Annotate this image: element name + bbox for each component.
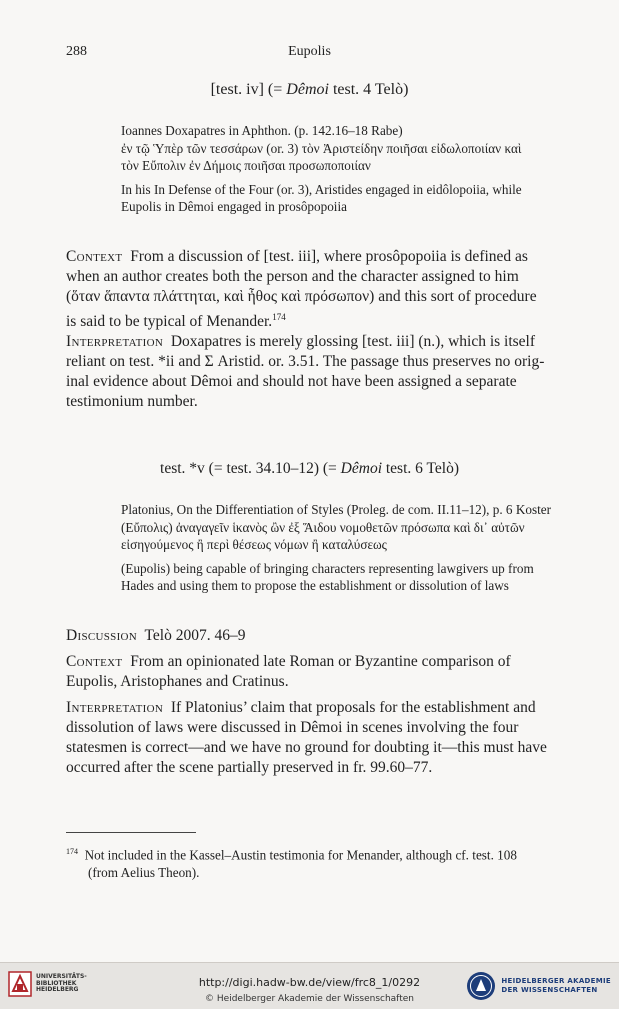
test-v-heading: test. *v (= test. 34.10–12) (= Dêmoi test. 6 Telò) [160, 460, 459, 477]
discussion-label: Discussion [66, 627, 138, 644]
greek-line: τὸν Εὔπολιν ἐν Δήμοις ποιῆσαι προσωποποιίαν [121, 158, 371, 173]
test-iv-quote [121, 122, 577, 216]
footnote-divider [66, 832, 196, 833]
page-number: 288 [66, 44, 87, 59]
footnote: $^{174}$ Not included in the Kassel–Austin testimonia for Menander, although cf. test. 108 (from Aelius Theon). [66, 847, 517, 880]
context-label: Context [66, 653, 123, 670]
greek-line: εἰσηγούμενος ἢ περὶ θέσεως νόμων ἢ καταλύσεως [121, 537, 387, 552]
footnote-ref[interactable]: 174 [272, 312, 286, 322]
source-line: Ioannes Doxapatres in Aphthon. (p. 142.16–18 Rabe) [121, 123, 403, 138]
translation-line: In his In Defense of the Four (or. 3), Aristides engaged in eidôlopoiia, while [121, 181, 522, 197]
discussion-paragraph: Discussion Telò 2007. 46–9 [66, 627, 246, 644]
permalink[interactable]: http://digi.hadw-bw.de/view/frc8_1/0292 [198, 976, 421, 989]
test-v-quote [121, 501, 577, 595]
interpretation-paragraph: Interpretation If Platonius’ claim that proposals for the establishment and dissolution of laws were discussed in Dêmoi in scenes involving the four statesmen is correct—and we have no ground for doubting it—this must have occurred after the scene partially preserved in fr. 99.60–77. [66, 699, 547, 776]
academy-seal-icon [466, 971, 496, 1001]
footnote-number: 174 [66, 847, 78, 856]
library-name: UNIVERSITÄTS- BIBLIOTHEK HEIDELBERG [36, 973, 87, 994]
page-header [66, 44, 553, 62]
interpretation-label: Interpretation [66, 699, 164, 716]
greek-line: (Εὔπολις) ἀναγαγεῖν ἱκανὸς ὢν ἐξ Ἅιδου νομοθετῶν πρόσωπα καὶ δι᾽ αὐτῶν [121, 519, 525, 535]
greek-line: ἐν τῷ Ὑπὲρ τῶν τεσσάρων (or. 3) τὸν Ἀριστείδην ποιῆσαι εἰδωλοποιίαν καὶ [121, 140, 522, 156]
interpretation-label: Interpretation [66, 333, 164, 350]
viewer-footer [0, 962, 619, 1009]
context-paragraph: Context From a discussion of [test. iii], where prosôpopoiia is defined as when an author creates both the person and the character assigned to him (ὅταν ἅπαντα πλάττηται, καὶ ἦθος καὶ πρόσωπον) and this sort of procedure is said to be typical of Menander.$^{174}$ [66, 248, 537, 331]
academy-name: HEIDELBERGER AKADEMIE DER WISSENSCHAFTEN [501, 977, 611, 994]
translation-line: (Eupolis) being capable of bringing characters representing lawgivers up from [121, 560, 534, 576]
context-paragraph: Context From an opinionated late Roman or Byzantine comparison of Eupolis, Aristophanes and Cratinus. [66, 653, 511, 690]
context-label: Context [66, 248, 123, 265]
translation-line: Eupolis in Dêmoi engaged in prosôpopoiia [121, 199, 347, 214]
copyright: © Heidelberger Akademie der Wissenschaften [205, 994, 414, 1004]
academy-logo[interactable] [466, 971, 611, 1001]
test-iv-heading: [test. iv] (= Dêmoi test. 4 Telò) [210, 81, 409, 98]
translation-line: Hades and using them to propose the establishment or dissolution of laws [121, 578, 509, 593]
running-title: Eupolis [288, 44, 331, 59]
source-line: Platonius, On the Differentiation of Styles (Proleg. de com. II.11–12), p. 6 Koster [121, 502, 551, 517]
interpretation-paragraph: Interpretation Doxapatres is merely glossing [test. iii] (n.), which is itself reliant on test. *ii and Σ Aristid. or. 3.51. The passage thus preserves no orig- inal evidence about Dêmoi and should not have been assigned a separate testimonium number. [66, 333, 545, 410]
